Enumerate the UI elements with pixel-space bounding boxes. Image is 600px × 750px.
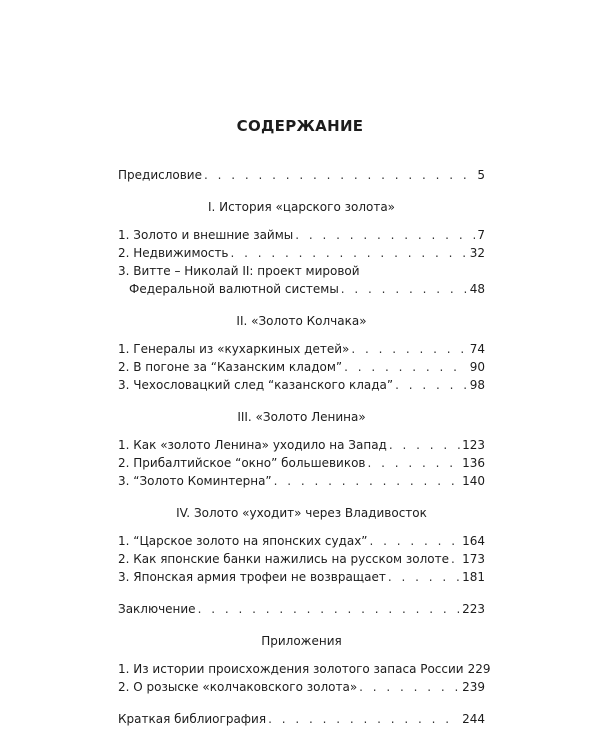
toc-entry[interactable] — [118, 550, 485, 568]
toc-entry-label: 3. “Золото Коминтерна” — [118, 474, 272, 488]
toc-entry[interactable] — [118, 376, 485, 394]
dot-leader — [198, 600, 461, 618]
table-of-contents — [118, 166, 491, 728]
section-heading-part3: III. «Золото Ленина» — [237, 410, 366, 424]
toc-entry[interactable] — [118, 660, 491, 678]
toc-entry-page: 164 — [462, 534, 485, 548]
toc-entry-label: 2. Недвижимость — [118, 246, 229, 260]
toc-entry-page: 173 — [462, 552, 485, 566]
toc-entry-label: 1. “Царское золото на японских судах” — [118, 534, 368, 548]
toc-entry-label: Предисловие — [118, 168, 202, 182]
toc-entry-preface[interactable] — [118, 166, 485, 184]
dot-leader — [389, 436, 460, 454]
toc-entry[interactable] — [118, 532, 485, 550]
toc-entry-label: 3. Японская армия трофеи не возвращает — [118, 570, 386, 584]
toc-entry-page: 223 — [462, 602, 485, 616]
dot-leader — [395, 376, 468, 394]
toc-entry-page: 244 — [462, 712, 485, 726]
dot-leader — [370, 532, 461, 550]
section-heading-part1: I. История «царского золота» — [207, 200, 396, 214]
toc-entry-label: 2. О розыске «колчаковского золота» — [118, 680, 358, 694]
toc-entry-label: 1. Генералы из «кухаркиных детей» — [118, 342, 350, 356]
dot-leader — [368, 454, 461, 472]
dot-leader — [388, 568, 460, 586]
toc-entry-label: 2. В погоне за “Казанским кладом” — [118, 360, 343, 374]
toc-entry[interactable] — [118, 472, 485, 490]
toc-entry[interactable] — [118, 678, 485, 696]
toc-entry-page: 123 — [462, 438, 485, 452]
toc-entry-label: 1. Золото и внешние займы — [118, 228, 294, 242]
toc-entry-page: 7 — [477, 228, 485, 242]
dot-leader — [231, 244, 468, 262]
toc-entry[interactable] — [118, 568, 485, 586]
toc-entry[interactable] — [118, 244, 485, 262]
toc-entry-conclusion[interactable] — [118, 600, 485, 618]
dot-leader — [295, 226, 475, 244]
toc-entry-page: 239 — [462, 680, 485, 694]
toc-entry-bibliography[interactable] — [118, 710, 485, 728]
toc-entry[interactable] — [118, 280, 485, 298]
toc-entry-page: 98 — [469, 378, 485, 392]
dot-leader — [359, 678, 460, 696]
dot-leader — [204, 166, 475, 184]
toc-entry-page: 136 — [462, 456, 485, 470]
dot-leader — [344, 358, 468, 376]
toc-entry-page: 32 — [469, 246, 485, 260]
toc-entry-label: 2. Прибалтийское “окно” большевиков — [118, 456, 366, 470]
toc-entry-label-line1[interactable]: 3. Витте – Николай II: проект мировой — [118, 264, 360, 278]
dot-leader — [268, 710, 460, 728]
section-heading-part4: IV. Золото «уходит» через Владивосток — [176, 506, 427, 520]
dot-leader — [451, 550, 460, 568]
dot-leader — [351, 340, 467, 358]
section-heading-part2: II. «Золото Колчака» — [236, 314, 367, 328]
dot-leader — [341, 280, 468, 298]
toc-entry-page: 90 — [469, 360, 485, 374]
page-title: СОДЕРЖАНИЕ — [236, 117, 364, 135]
toc-entry[interactable] — [118, 358, 485, 376]
toc-entry-label: Краткая библиография — [118, 712, 267, 726]
toc-entry-page: 140 — [462, 474, 485, 488]
toc-entry-page: 181 — [462, 570, 485, 584]
toc-entry[interactable] — [118, 436, 485, 454]
toc-entry-label: 1. Как «золото Ленина» уходило на Запад — [118, 438, 387, 452]
toc-entry[interactable] — [118, 226, 485, 244]
toc-entry[interactable] — [118, 454, 485, 472]
toc-entry-label: Заключение — [118, 602, 196, 616]
dot-leader — [274, 472, 460, 490]
toc-entry-page: 74 — [469, 342, 485, 356]
toc-entry-page: 48 — [469, 282, 485, 296]
toc-entry-label: 2. Как японские банки нажились на русском золоте — [118, 552, 450, 566]
toc-entry-label: Федеральной валютной системы — [129, 282, 339, 296]
toc-entry[interactable] — [118, 340, 485, 358]
toc-entry-page: 229 — [467, 662, 491, 676]
section-heading-appendix: Приложения — [261, 634, 342, 648]
toc-entry-label: 1. Из истории происхождения золотого запаса России — [118, 662, 464, 676]
toc-entry-page: 5 — [477, 168, 485, 182]
toc-entry-label: 3. Чехословацкий след “казанского клада” — [118, 378, 394, 392]
